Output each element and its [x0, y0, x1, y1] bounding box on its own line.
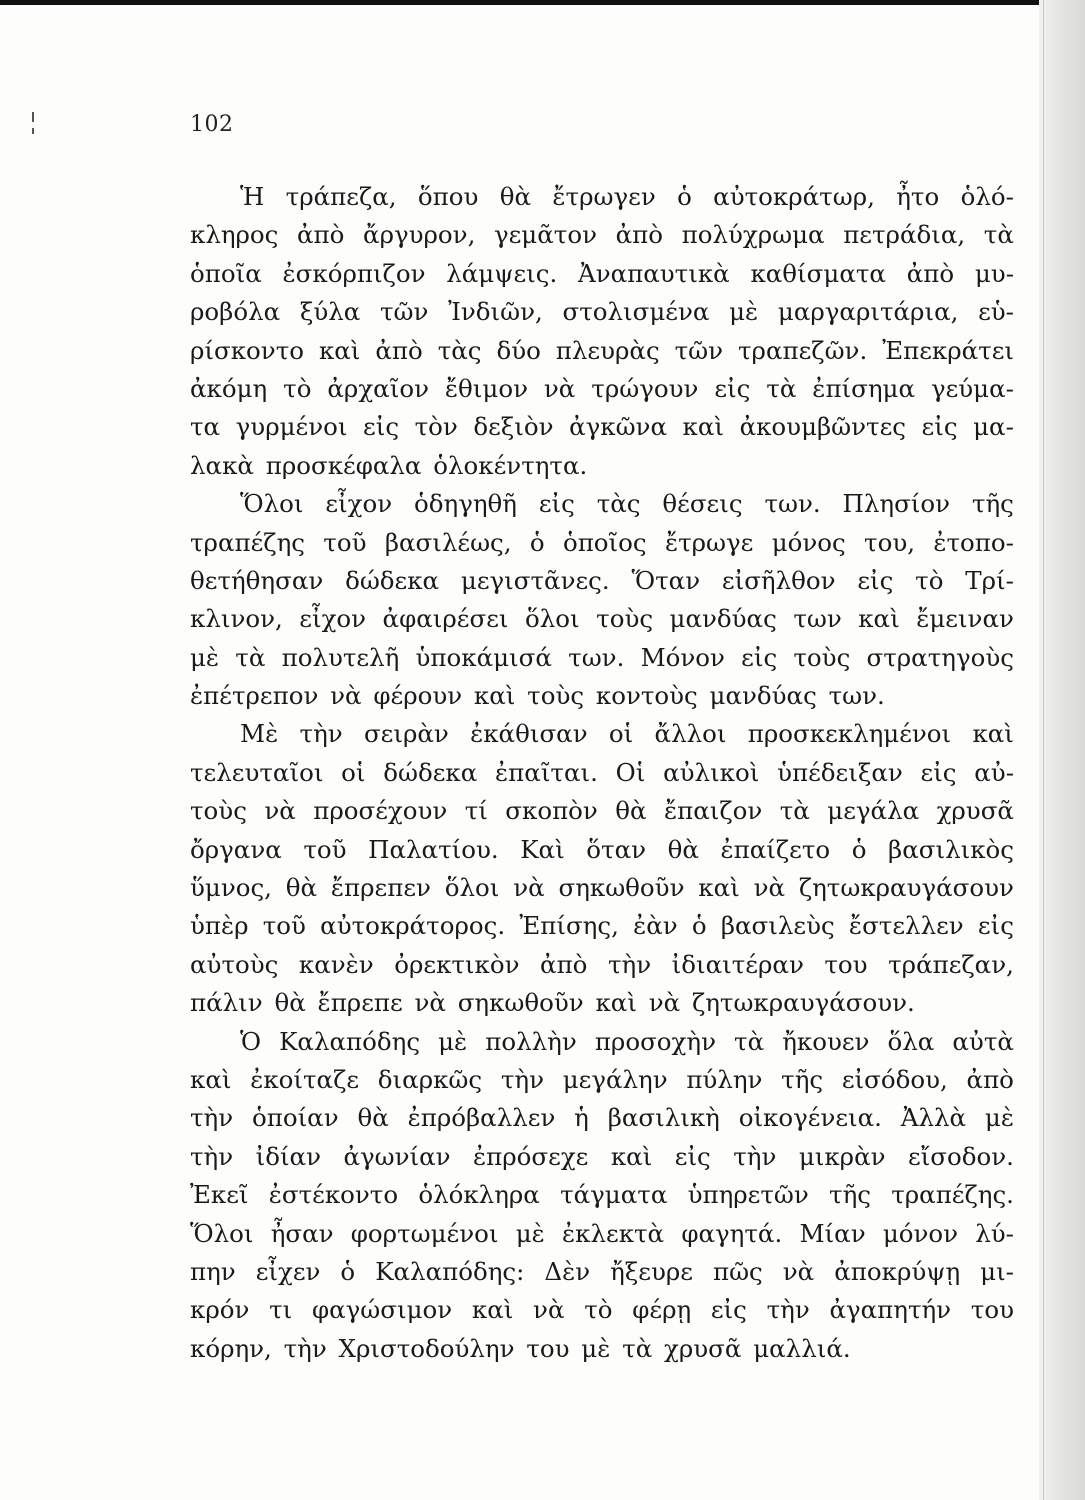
text-line: μὲ τὰ πολυτελῆ ὑποκάμισά των. Μόνον εἰς τοὺς στρατηγοὺς — [190, 642, 1014, 672]
text-line: θετήθησαν δώδεκα μεγιστᾶνες. Ὅταν εἰσῆλθον εἰς τὸ Τρί- — [190, 565, 1014, 595]
text-line: αὐτοὺς κανὲν ὀρεκτικὸν ἀπὸ τὴν ἰδιαιτέραν του τράπεζαν, — [190, 949, 1014, 979]
text-line: τα γυρμένοι εἰς τὸν δεξιὸν ἀγκῶνα καὶ ἀκουμβῶντες εἰς μα- — [190, 412, 1014, 442]
text-line: Ὁ Καλαπόδης μὲ πολλὴν προσοχὴν τὰ ἤκουεν ὅλα αὐτὰ — [240, 1026, 1014, 1056]
text-line: ρίσκοντο καὶ ἀπὸ τὰς δύο πλευρὰς τῶν τραπεζῶν. Ἐπεκράτει — [190, 335, 1014, 365]
body-text — [190, 178, 1014, 1368]
text-line: κλινον, εἶχον ἀφαιρέσει ὅλοι τοὺς μανδύας των καὶ ἔμειναν — [190, 604, 1014, 634]
page-number: 102 — [190, 112, 234, 137]
text-line: λακὰ προσκέφαλα ὁλοκέντητα. — [190, 450, 588, 480]
margin-speck — [32, 128, 34, 134]
text-line: κρόν τι φαγώσιμον καὶ νὰ τὸ φέρῃ εἰς τὴν ἀγαπητήν του — [190, 1295, 1014, 1325]
text-line: Ἐκεῖ ἐστέκοντο ὁλόκληρα τάγματα ὑπηρετῶν τῆς τραπέζης. — [190, 1180, 1014, 1210]
text-line: πην εἶχεν ὁ Καλαπόδης: Δὲν ἤξευρε πῶς νὰ ἀποκρύψῃ μι- — [190, 1256, 1014, 1286]
top-page-edge — [0, 0, 1085, 5]
text-line: ἐπέτρεπον νὰ φέρουν καὶ τοὺς κοντοὺς μανδύας των. — [190, 681, 885, 711]
margin-speck — [32, 112, 34, 122]
text-line: ἀκόμη τὸ ἀρχαῖον ἔθιμον νὰ τρώγουν εἰς τὰ ἐπίσημα γεύμα- — [190, 373, 1014, 403]
text-line: Ὅλοι εἶχον ὁδηγηθῆ εἰς τὰς θέσεις των. Πλησίον τῆς — [240, 489, 1014, 519]
text-line: ὄργανα τοῦ Παλατίου. Καὶ ὅταν θὰ ἐπαίζετο ὁ βασιλικὸς — [190, 834, 1014, 864]
text-line: Ὅλοι ἦσαν φορτωμένοι μὲ ἐκλεκτὰ φαγητά. Μίαν μόνον λύ- — [190, 1218, 1014, 1248]
text-line: Ἡ τράπεζα, ὅπου θὰ ἔτρωγεν ὁ αὐτοκράτωρ, ἦτο ὁλό- — [240, 182, 1014, 211]
text-line: τοὺς νὰ προσέχουν τί σκοπὸν θὰ ἔπαιζον τὰ μεγάλα χρυσᾶ — [190, 796, 1014, 826]
text-line: κληρος ἀπὸ ἄργυρον, γεμᾶτον ἀπὸ πολύχρωμα πετράδια, τὰ — [190, 220, 1014, 250]
text-line: πάλιν θὰ ἔπρεπε νὰ σηκωθοῦν καὶ νὰ ζητωκραυγάσουν. — [190, 988, 915, 1018]
text-line: Μὲ τὴν σειρὰν ἐκάθισαν οἱ ἄλλοι προσκεκλημένοι καὶ — [240, 719, 1014, 749]
text-line: τὴν ἰδίαν ἀγωνίαν ἐπρόσεχε καὶ εἰς τὴν μικρὰν εἴσοδον. — [190, 1141, 1014, 1171]
text-line: τραπέζης τοῦ βασιλέως, ὁ ὁποῖος ἔτρωγε μόνος του, ἐτοπο- — [190, 527, 1014, 557]
text-line: κόρην, τὴν Χριστοδούλην του μὲ τὰ χρυσᾶ μαλλιά. — [190, 1333, 851, 1363]
text-line: ὕμνος, θὰ ἔπρεπεν ὅλοι νὰ σηκωθοῦν καὶ νὰ ζητωκραυγάσουν — [190, 873, 1014, 903]
text-line: ροβόλα ξύλα τῶν Ἰνδιῶν, στολισμένα μὲ μαργαριτάρια, εὑ- — [190, 297, 1014, 327]
text-line: ὑπὲρ τοῦ αὐτοκράτορος. Ἐπίσης, ἐὰν ὁ βασιλεὺς ἔστελλεν εἰς — [190, 911, 1014, 941]
text-line: τελευταῖοι οἱ δώδεκα ἐπαῖται. Οἱ αὐλικοὶ ὑπέδειξαν εἰς αὐ- — [190, 757, 1014, 787]
text-line: καὶ ἐκοίταζε διαρκῶς τὴν μεγάλην πύλην τῆς εἰσόδου, ἀπὸ — [190, 1064, 1014, 1094]
text-line: τὴν ὁποίαν θὰ ἐπρόβαλλεν ἡ βασιλικὴ οἰκογένεια. Ἀλλὰ μὲ — [190, 1103, 1014, 1133]
right-page-gutter — [1039, 0, 1085, 1500]
text-line: ὁποῖα ἐσκόρπιζον λάμψεις. Ἀναπαυτικὰ καθίσματα ἀπὸ μυ- — [190, 258, 1014, 288]
